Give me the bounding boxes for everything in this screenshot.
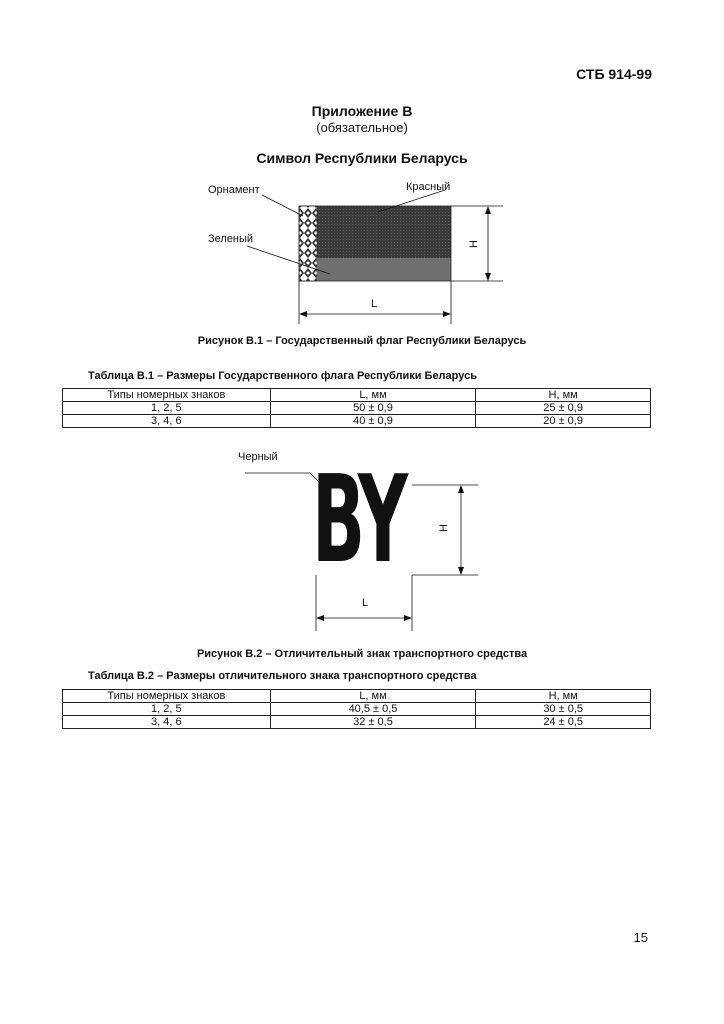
figure1-caption: Рисунок В.1 – Государственный флаг Республики Беларусь [197,335,527,347]
by-sign: BY [312,451,405,590]
header-cell: L, мм [270,690,476,703]
table-row [63,716,651,729]
label-sign-l: L [362,597,369,609]
table1 [62,388,651,428]
label-sign-h: H [437,524,450,532]
table-cell: 1, 2, 5 [63,703,271,716]
table-cell: 40,5 ± 0,5 [270,703,476,716]
table-cell: 40 ± 0,9 [270,415,476,428]
header-cell: H, мм [476,389,651,402]
table2 [62,689,651,729]
table-row [63,703,651,716]
section-title: Символ Республики Беларусь [256,150,468,166]
table-cell: 3, 4, 6 [63,415,271,428]
flag-diagram [0,178,724,338]
table-cell: 25 ± 0,9 [476,402,651,415]
table-cell: 50 ± 0,9 [270,402,476,415]
figure2-caption: Рисунок В.2 – Отличительный знак транспортного средства [196,648,528,660]
table-cell: 24 ± 0,5 [476,716,651,729]
table1-caption: Таблица В.1 – Размеры Государственного флага Республики Беларусь [88,370,477,382]
label-green: Зеленый [208,233,254,245]
flag-green-band [317,258,451,281]
label-red: Красный [406,181,451,193]
appendix-title: Приложение В [311,103,413,119]
document-code: СТБ 914-99 [576,66,652,82]
header-cell: Типы номерных знаков [63,389,271,402]
table-cell: 1, 2, 5 [63,402,271,415]
label-black: Черный [238,451,278,463]
table-row [63,402,651,415]
table-header-row [63,389,651,402]
label-flag-h: H [467,240,480,248]
appendix-subtitle: (обязательное) [316,120,408,135]
page-number: 15 [633,930,648,945]
table2-caption: Таблица В.2 – Размеры отличительного знака транспортного средства [88,670,477,682]
label-ornament: Орнамент [208,184,260,196]
flag-ornament [299,206,317,281]
flag-red-band [317,206,451,258]
header-cell: H, мм [476,690,651,703]
header-cell: L, мм [270,389,476,402]
table-cell: 30 ± 0,5 [476,703,651,716]
table-cell: 3, 4, 6 [63,716,271,729]
table-header-row [63,690,651,703]
table-cell: 20 ± 0,9 [476,415,651,428]
table-cell: 32 ± 0,5 [270,716,476,729]
header-cell: Типы номерных знаков [63,690,271,703]
label-flag-l: L [371,298,378,310]
table-row [63,415,651,428]
